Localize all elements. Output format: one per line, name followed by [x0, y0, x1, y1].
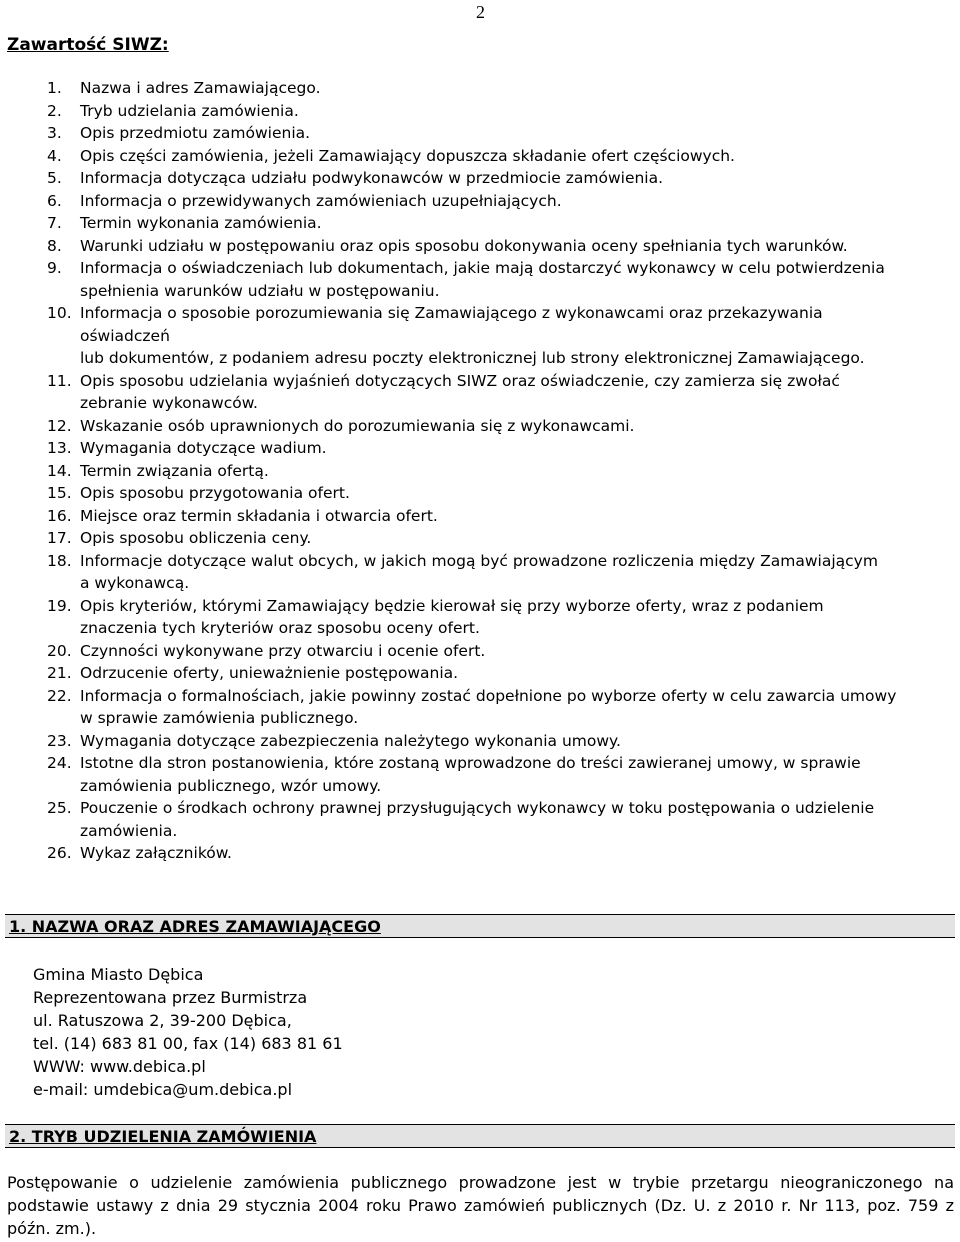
toc-item-text: Opis części zamówienia, jeżeli Zamawiający dopuszcza składanie ofert częściowych. — [80, 146, 735, 165]
toc-item-text: a wykonawcą. — [80, 574, 190, 592]
toc-item-text: Tryb udzielania zamówienia. — [80, 101, 299, 120]
toc-item — [47, 482, 954, 505]
toc-item — [47, 167, 954, 190]
toc-item-number: 18. — [47, 551, 72, 570]
toc-item-number: 7. — [47, 214, 62, 232]
toc-item — [47, 527, 954, 550]
toc-item-number: 15. — [47, 484, 72, 502]
toc-item — [47, 662, 954, 685]
toc-item-number: 14. — [47, 461, 72, 480]
toc-item — [47, 550, 954, 595]
toc-item — [47, 100, 954, 123]
toc-item-text: Opis sposobu obliczenia ceny. — [80, 529, 312, 547]
toc-title: Zawartość SIWZ: — [7, 35, 169, 55]
toc-item-number: 24. — [47, 754, 72, 772]
toc-item-text: zamówienia. — [80, 821, 178, 840]
toc-item-number: 23. — [47, 731, 72, 750]
toc-item-text: Warunki udziału w postępowaniu oraz opis sposobu dokonywania oceny spełniania tych warunków. — [80, 236, 848, 255]
address-line: Gmina Miasto Dębica — [33, 965, 204, 984]
toc-item-text: Pouczenie o środkach ochrony prawnej przysługujących wykonawcy w toku postępowania o udzielenie — [80, 799, 875, 817]
toc-item-number: 8. — [47, 236, 62, 255]
toc-item-text: Nazwa i adres Zamawiającego. — [80, 79, 321, 97]
toc-item-text: Istotne dla stron postanowienia, które zostaną wprowadzone do treści zawieranej umowy, w sprawie — [80, 754, 861, 772]
toc-item-number: 2. — [47, 101, 62, 120]
toc-item-text: Informacja o oświadczeniach lub dokumentach, jakie mają dostarczyć wykonawcy w celu potwierdzenia — [80, 259, 885, 277]
toc-item-text: Informacja o przewidywanych zamówieniach uzupełniających. — [80, 191, 562, 210]
toc-item-number: 11. — [47, 371, 72, 390]
section-1-title: 1. NAZWA ORAZ ADRES ZAMAWIAJĄCEGO — [9, 917, 381, 936]
section-2-header — [5, 1124, 955, 1148]
toc-item — [47, 370, 954, 415]
address-line: ul. Ratuszowa 2, 39-200 Dębica, — [33, 1011, 292, 1030]
toc-item — [47, 595, 954, 640]
toc-item-number: 22. — [47, 686, 72, 705]
toc-item-text: Informacja o sposobie porozumiewania się Zamawiającego z wykonawcami oraz przekazywania — [80, 304, 823, 322]
toc-item-number: 13. — [47, 439, 72, 457]
toc-item-text: Termin związania ofertą. — [80, 461, 269, 480]
toc-item — [47, 640, 954, 663]
section-2-paragraph: Postępowanie o udzielenie zamówienia publicznego prowadzone jest w trybie przetargu nieograniczonego na podstawie ustawy z dnia 29 stycznia 2004 roku Prawo zamówień publicznych (Dz. U. z 2010 r. Nr 113, poz. 759 z późn. zm.). — [7, 1173, 954, 1238]
address-line: tel. (14) 683 81 00, fax (14) 683 81 61 — [33, 1034, 343, 1053]
toc-item-text: Wskazanie osób uprawnionych do porozumiewania się z wykonawcami. — [80, 416, 635, 435]
toc-item-text: Odrzucenie oferty, unieważnienie postępowania. — [80, 664, 459, 682]
toc-item-text: znaczenia tych kryteriów oraz sposobu oceny ofert. — [80, 619, 480, 637]
toc-item — [47, 77, 954, 100]
toc-item-text: Czynności wykonywane przy otwarciu i ocenie ofert. — [80, 641, 486, 660]
section-1-header — [5, 914, 955, 938]
toc-item-text: lub dokumentów, z podaniem adresu poczty elektronicznej lub strony elektronicznej Zamawiającego. — [80, 349, 865, 367]
toc-item-text: Opis przedmiotu zamówienia. — [80, 124, 311, 142]
toc-item-text: Informacja o formalnościach, jakie powinny zostać dopełnione po wyborze oferty w celu zawarcia umowy — [80, 686, 897, 705]
toc-item — [47, 257, 954, 302]
toc-item-text: w sprawie zamówienia publicznego. — [80, 709, 359, 727]
toc-item-number: 16. — [47, 506, 72, 525]
toc-item — [47, 235, 954, 258]
toc-item-number: 3. — [47, 124, 62, 142]
toc-item-number: 26. — [47, 844, 72, 862]
toc-item-number: 17. — [47, 529, 72, 547]
toc-item-text: Wymagania dotyczące wadium. — [80, 439, 327, 457]
toc-item-number: 10. — [47, 304, 72, 322]
address-line: e-mail: umdebica@um.debica.pl — [33, 1080, 293, 1099]
toc-item-text: Opis kryteriów, którymi Zamawiający będzie kierował się przy wyborze oferty, wraz z podaniem — [80, 596, 824, 615]
toc-item-text: zamówienia publicznego, wzór umowy. — [80, 776, 382, 795]
toc-list — [47, 77, 954, 865]
toc-item-text: Wymagania dotyczące zabezpieczenia należytego wykonania umowy. — [80, 731, 621, 750]
toc-item — [47, 730, 954, 753]
toc-item — [47, 505, 954, 528]
toc-item-number: 9. — [47, 259, 62, 277]
toc-item-text: Informacje dotyczące walut obcych, w jakich mogą być prowadzone rozliczenia między Zamawiającym — [80, 551, 878, 570]
toc-item — [47, 302, 954, 370]
toc-item-text: Termin wykonania zamówienia. — [80, 214, 322, 232]
toc-item-number: 5. — [47, 169, 62, 187]
toc-item — [47, 685, 954, 730]
toc-item-text: Informacja dotycząca udziału podwykonawców w przedmiocie zamówienia. — [80, 169, 664, 187]
toc-item — [47, 145, 954, 168]
toc-item-text: zebranie wykonawców. — [80, 394, 258, 412]
toc-item-text: Miejsce oraz termin składania i otwarcia ofert. — [80, 506, 438, 525]
toc-item — [47, 122, 954, 145]
section-2-title: 2. TRYB UDZIELENIA ZAMÓWIENIA — [9, 1127, 317, 1146]
address-line: Reprezentowana przez Burmistrza — [33, 988, 308, 1007]
toc-item-text: spełnienia warunków udziału w postępowaniu. — [80, 281, 440, 300]
toc-item-number: 25. — [47, 799, 72, 817]
toc-item-text: Opis sposobu udzielania wyjaśnień dotyczących SIWZ oraz oświadczenie, czy zamierza się zwołać — [80, 371, 840, 390]
toc-item-number: 6. — [47, 191, 62, 210]
toc-item — [47, 752, 954, 797]
toc-item-number: 1. — [47, 79, 62, 97]
address-block — [33, 963, 343, 1101]
toc-item-text: Opis sposobu przygotowania ofert. — [80, 484, 350, 502]
toc-item-text: oświadczeń — [80, 326, 170, 345]
toc-item — [47, 460, 954, 483]
address-line: WWW: www.debica.pl — [33, 1057, 206, 1076]
toc-item-number: 21. — [47, 664, 72, 682]
toc-item-text: Wykaz załączników. — [80, 844, 232, 862]
toc-item — [47, 797, 954, 842]
toc-item — [47, 842, 954, 865]
toc-item — [47, 190, 954, 213]
toc-item-number: 4. — [47, 146, 62, 165]
toc-item — [47, 212, 954, 235]
page-number: 2 — [476, 2, 485, 22]
toc-item-number: 19. — [47, 596, 72, 615]
toc-item-number: 20. — [47, 641, 72, 660]
toc-item — [47, 437, 954, 460]
toc-item — [47, 415, 954, 438]
toc-item-number: 12. — [47, 416, 72, 435]
